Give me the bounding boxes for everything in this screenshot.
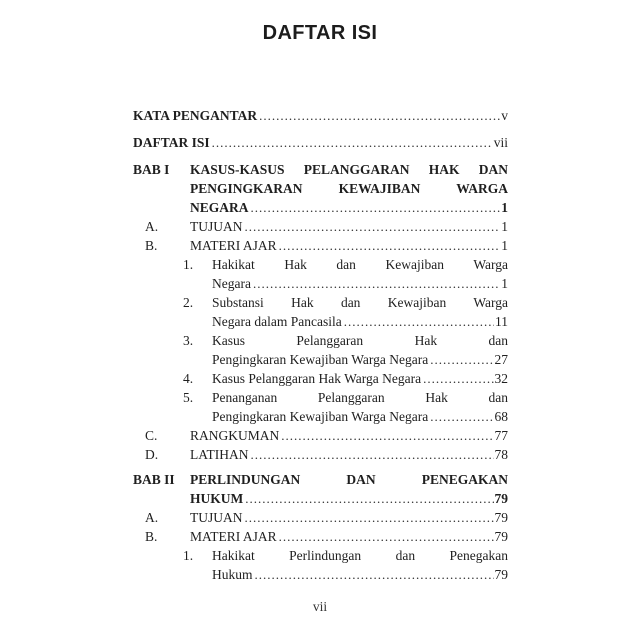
toc-entry-text: MATERI AJAR	[190, 238, 277, 253]
toc-entry-page: 78	[494, 447, 508, 462]
toc-entry	[183, 293, 508, 331]
toc-entry	[145, 217, 508, 236]
dot-leader	[430, 407, 493, 426]
toc-entry-text: MATERI AJAR	[190, 529, 277, 544]
toc-entry-line: Substansi Hak dan Kewajiban Warga	[212, 295, 508, 310]
toc-entry-text: Negara dalam Pancasila	[212, 314, 342, 329]
toc-entry-text: Kasus Pelanggaran Hak Warga Negara	[212, 371, 422, 386]
toc-entry-page: 79	[494, 510, 508, 525]
toc-entry-page: 1	[501, 219, 508, 234]
toc-entry-line: PERLINDUNGAN DAN PENEGAKAN	[190, 472, 508, 487]
toc-entry-text: Hukum	[212, 567, 253, 582]
toc-entry-line: Hakikat Hak dan Kewajiban Warga	[212, 257, 508, 272]
toc-entry	[183, 255, 508, 293]
toc-entry-page: 79	[494, 491, 508, 506]
toc-entry	[183, 331, 508, 369]
toc-entry-text: TUJUAN	[190, 510, 243, 525]
dot-leader	[251, 198, 501, 217]
toc-entry-page: 32	[494, 371, 508, 386]
toc-entry-label: BAB I	[133, 162, 170, 177]
toc-entry-text: KATA PENGANTAR	[133, 108, 258, 123]
toc-entry	[133, 106, 508, 125]
toc-entry-text: Negara	[212, 276, 251, 291]
toc-entry	[133, 133, 508, 152]
toc-entry-label: C.	[145, 428, 158, 443]
toc-entry	[183, 369, 508, 388]
toc-entry-page: 1	[501, 238, 508, 253]
toc-entry-text: HUKUM	[190, 491, 244, 506]
toc-entry-label: 4.	[183, 371, 194, 386]
toc-entry-text: NEGARA	[190, 200, 249, 215]
dot-leader	[279, 527, 494, 546]
toc-entry-label: 1.	[183, 548, 194, 563]
toc-entry-page: 79	[494, 529, 508, 544]
toc-entry-text: RANGKUMAN	[190, 428, 280, 443]
toc-entry-line: Hakikat Perlindungan dan Penegakan	[212, 548, 508, 563]
table-of-contents	[133, 106, 508, 584]
toc-entry-label: A.	[145, 510, 159, 525]
toc-entry-label: 5.	[183, 390, 194, 405]
toc-entry-text: Pengingkaran Kewajiban Warga Negara	[212, 409, 429, 424]
toc-entry-page: 1	[501, 276, 508, 291]
toc-entry-label: BAB II	[133, 472, 175, 487]
toc-entry-text: Pengingkaran Kewajiban Warga Negara	[212, 352, 429, 367]
toc-entry	[133, 160, 508, 217]
toc-entry-text: LATIHAN	[190, 447, 249, 462]
toc-entry-page: 11	[495, 314, 508, 329]
toc-entry-page: 79	[494, 567, 508, 582]
dot-leader	[344, 312, 494, 331]
toc-entry-label: 1.	[183, 257, 194, 272]
toc-entry-line: KASUS-KASUS PELANGGARAN HAK DAN	[190, 162, 508, 177]
toc-entry-label: B.	[145, 529, 158, 544]
toc-entry-label: 2.	[183, 295, 194, 310]
dot-leader	[245, 508, 494, 527]
dot-leader	[212, 133, 493, 152]
toc-entry	[183, 388, 508, 426]
toc-entry-line: Kasus Pelanggaran Hak dan	[212, 333, 508, 348]
toc-entry-text: DAFTAR ISI	[133, 135, 210, 150]
toc-entry-page: 1	[501, 200, 508, 215]
toc-entry-label: 3.	[183, 333, 194, 348]
dot-leader	[255, 565, 494, 584]
dot-leader	[253, 274, 500, 293]
dot-leader	[430, 350, 493, 369]
toc-entry	[145, 236, 508, 255]
dot-leader	[281, 426, 493, 445]
dot-leader	[245, 489, 493, 508]
dot-leader	[245, 217, 501, 236]
dot-leader	[259, 106, 500, 125]
toc-entry-label: B.	[145, 238, 158, 253]
toc-entry-line: Penanganan Pelanggaran Hak dan	[212, 390, 508, 405]
toc-entry	[183, 546, 508, 584]
toc-entry-page: v	[501, 108, 508, 123]
toc-entry	[145, 527, 508, 546]
toc-entry-page: 68	[494, 409, 508, 424]
toc-entry-page: vii	[493, 135, 508, 150]
dot-leader	[279, 236, 501, 255]
toc-entry-label: A.	[145, 219, 159, 234]
dot-leader	[251, 445, 494, 464]
page-number: vii	[312, 599, 328, 614]
toc-entry	[145, 445, 508, 464]
page-title: DAFTAR ISI	[262, 22, 378, 44]
toc-entry-text: TUJUAN	[190, 219, 243, 234]
toc-entry-page: 27	[494, 352, 508, 367]
toc-entry	[145, 508, 508, 527]
toc-entry-page: 77	[494, 428, 508, 443]
toc-entry	[133, 470, 508, 508]
toc-entry	[145, 426, 508, 445]
toc-entry-label: D.	[145, 447, 159, 462]
dot-leader	[423, 369, 493, 388]
toc-entry-line: PENGINGKARAN KEWAJIBAN WARGA	[190, 181, 508, 196]
